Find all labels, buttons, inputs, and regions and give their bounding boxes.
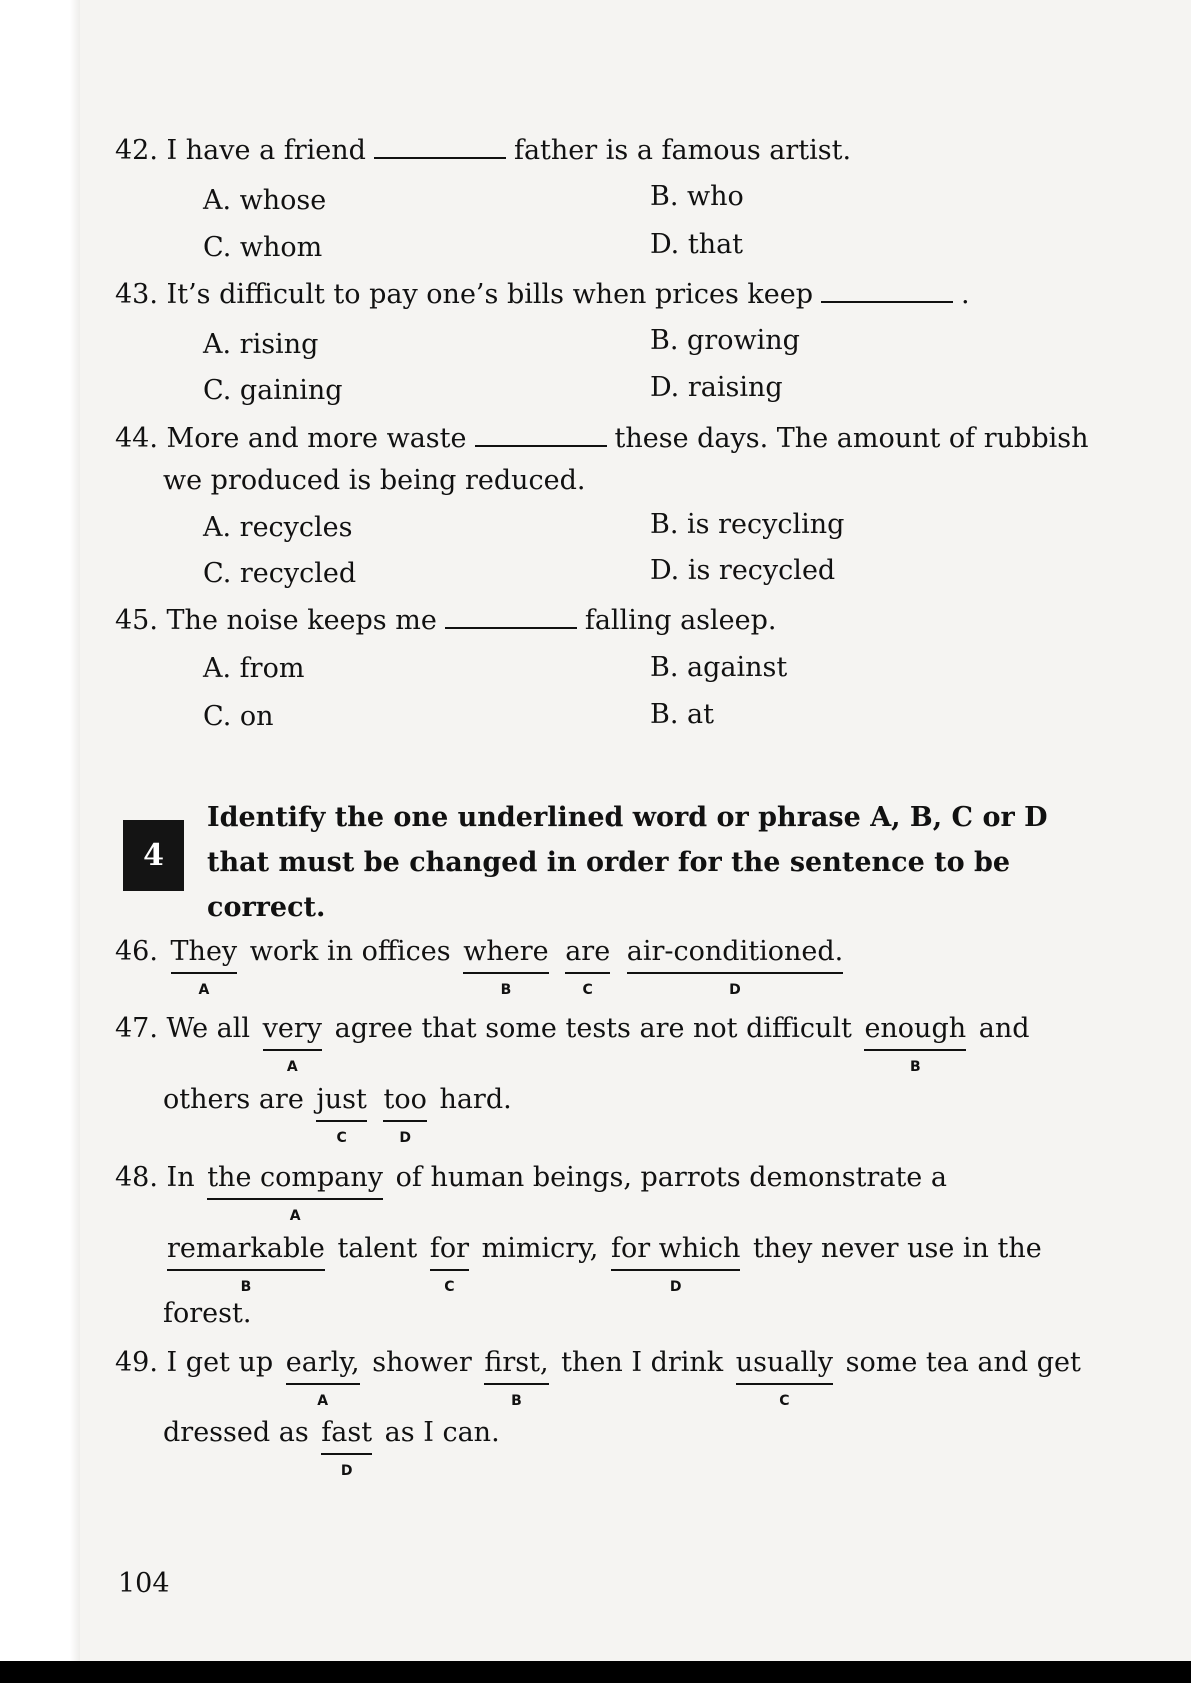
option-d: B. at (650, 699, 714, 730)
underlined-text: remarkable (167, 1233, 325, 1264)
question-44-continuation: we produced is being reduced. (163, 465, 586, 496)
plain-text: others are (163, 1084, 304, 1115)
underlined-option-c (316, 1084, 367, 1146)
plain-text: of human beings, parrots demonstrate a (395, 1162, 947, 1193)
option-letter-a: A (289, 1208, 301, 1224)
option-letter-c: C (336, 1130, 347, 1146)
question-text-after: these days. The amount of rubbish (614, 423, 1089, 454)
question-49-continuation (163, 1417, 500, 1479)
option-letter-d: D (729, 982, 741, 998)
question-text-before: It’s difficult to pay one’s bills when prices keep (166, 279, 813, 310)
option-a: A. rising (203, 329, 319, 360)
underlined-text: fast (321, 1417, 373, 1448)
plain-text: We all (166, 1013, 251, 1044)
underlined-text: early, (285, 1347, 360, 1378)
option-d: D. is recycled (650, 555, 836, 586)
question-48-continuation (163, 1233, 1042, 1295)
option-letter-d: D (340, 1463, 353, 1479)
underlined-option-d (383, 1084, 427, 1146)
plain-text: I get up (166, 1347, 274, 1378)
underlined-text: They (170, 936, 238, 967)
underlined-option-a (170, 936, 238, 998)
underlined-option-d (626, 936, 844, 998)
option-a: A. from (203, 653, 305, 684)
question-number: 49. (115, 1347, 158, 1378)
question-number: 48. (115, 1162, 158, 1193)
answer-blank (821, 279, 953, 303)
option-c: C. gaining (203, 375, 343, 406)
question-text-after: falling asleep. (584, 605, 777, 636)
option-b: B. is recycling (650, 509, 845, 540)
option-b: B. who (650, 181, 744, 212)
instruction-line: Identify the one underlined word or phrase A, B, C or D (207, 802, 1048, 833)
plain-text: and (978, 1013, 1030, 1044)
option-letter-a: A (286, 1059, 298, 1075)
question-text-after: father is a famous artist. (513, 135, 852, 166)
option-c: C. recycled (203, 558, 357, 589)
option-letter-b: B (909, 1059, 921, 1075)
plain-text: In (166, 1162, 195, 1193)
question-45 (115, 604, 777, 638)
option-letter-a: A (198, 982, 210, 998)
option-letter-b: B (240, 1279, 252, 1295)
plain-text: agree that some tests are not difficult (334, 1013, 852, 1044)
question-48-continuation: forest. (163, 1298, 252, 1329)
question-46 (115, 936, 847, 998)
underlined-text: the company (207, 1162, 384, 1193)
underlined-option-c (735, 1347, 834, 1409)
option-b: B. growing (650, 325, 800, 356)
option-letter-c: C (582, 982, 593, 998)
question-number: 47. (115, 1013, 158, 1044)
instruction-line: correct. (207, 892, 326, 923)
question-49 (115, 1347, 1081, 1409)
underlined-option-c (565, 936, 611, 998)
plain-text: talent (337, 1233, 418, 1264)
underlined-text: for which (610, 1233, 741, 1264)
question-text-before: I have a friend (166, 135, 366, 166)
underlined-text: for (429, 1233, 470, 1264)
option-letter-a: A (317, 1393, 329, 1409)
underlined-text: enough (864, 1013, 967, 1044)
question-48 (115, 1162, 947, 1224)
plain-text: dressed as (163, 1417, 309, 1448)
plain-text: some tea and get (845, 1347, 1081, 1378)
underlined-text: usually (735, 1347, 834, 1378)
answer-blank (374, 135, 506, 159)
question-42 (115, 134, 851, 168)
question-text-after: . (961, 279, 970, 310)
option-letter-d: D (399, 1130, 411, 1146)
question-number: 42. (115, 135, 158, 166)
plain-text: mimicry, (481, 1233, 599, 1264)
plain-text: then I drink (561, 1347, 724, 1378)
underlined-text: first, (484, 1347, 549, 1378)
option-letter-c: C (779, 1393, 790, 1409)
option-letter-b: B (500, 982, 512, 998)
section-instruction (207, 795, 1048, 930)
underlined-option-a (262, 1013, 323, 1075)
underlined-option-b (463, 936, 549, 998)
underlined-option-b (484, 1347, 549, 1409)
page-gutter-shadow (0, 0, 80, 1683)
option-c: C. whom (203, 232, 323, 263)
plain-text: work in offices (249, 936, 451, 967)
scan-bottom-edge (0, 1661, 1191, 1683)
underlined-option-d (321, 1417, 373, 1479)
option-letter-b: B (511, 1393, 522, 1409)
option-d: D. that (650, 229, 744, 260)
underlined-text: air-conditioned. (626, 936, 844, 967)
question-number: 46. (115, 936, 158, 967)
underlined-option-b (864, 1013, 967, 1075)
underlined-option-b (167, 1233, 325, 1295)
underlined-option-d (610, 1233, 741, 1295)
question-44 (115, 422, 1089, 456)
plain-text: shower (372, 1347, 472, 1378)
question-47 (115, 1013, 1030, 1075)
underlined-option-c (429, 1233, 470, 1295)
question-number: 44. (115, 423, 158, 454)
underlined-option-a (207, 1162, 384, 1224)
instruction-line: that must be changed in order for the sentence to be (207, 847, 1011, 878)
underlined-text: are (565, 936, 611, 967)
section-number-badge: 4 (123, 820, 184, 891)
option-letter-c: C (444, 1279, 455, 1295)
option-a: A. whose (203, 185, 327, 216)
plain-text: hard. (439, 1084, 512, 1115)
page-number: 104 (118, 1568, 170, 1599)
question-text-before: More and more waste (166, 423, 467, 454)
plain-text: they never use in the (752, 1233, 1042, 1264)
answer-blank (475, 423, 607, 447)
option-c: C. on (203, 701, 274, 732)
question-43 (115, 278, 970, 312)
option-d: D. raising (650, 372, 783, 403)
question-47-continuation (163, 1084, 512, 1146)
option-a: A. recycles (203, 512, 353, 543)
underlined-option-a (285, 1347, 360, 1409)
question-number: 45. (115, 605, 158, 636)
underlined-text: just (316, 1084, 367, 1115)
underlined-text: too (383, 1084, 427, 1115)
option-letter-d: D (669, 1279, 682, 1295)
question-number: 43. (115, 279, 158, 310)
plain-text: as I can. (384, 1417, 500, 1448)
underlined-text: very (262, 1013, 323, 1044)
question-text-before: The noise keeps me (166, 605, 437, 636)
answer-blank (445, 605, 577, 629)
underlined-text: where (463, 936, 549, 967)
option-b: B. against (650, 652, 788, 683)
